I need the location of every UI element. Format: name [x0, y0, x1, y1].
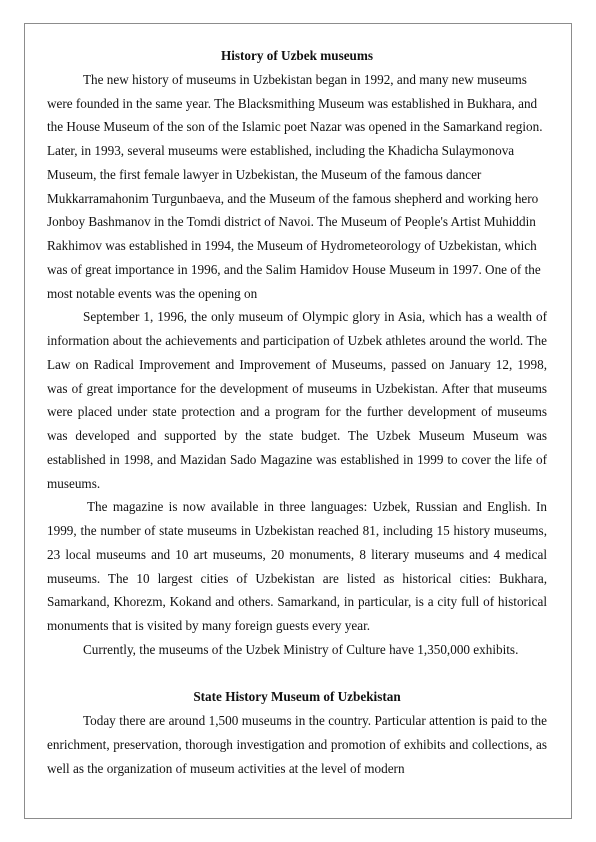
paragraph: Currently, the museums of the Uzbek Ministry of Culture have 1,350,000 exhibits. [83, 641, 519, 657]
document-title: History of Uzbek museums [220, 48, 374, 63]
paragraph: The magazine is now available in three languages: Uzbek, Russian and English. In 1999, the number of state museums in Uzbekistan reached 81, including 15 history museums, 23 local museums and 10 art museums, 20 monuments, 8 literary museums and 4 medical museums. The 10 largest cities of Uzbekistan are listed as historical cities: Bukhara, Samarkand, Khorezm, Kokand and others. Samarkand, in particular, is a city full of historical monuments that is visited by many foreign guests every year. [47, 499, 547, 633]
paragraph: September 1, 1996, the only museum of Olympic glory in Asia, which has a wealth of information about the achievements and participation of Uzbek athletes around the world. The Law on Radical Improvement and Improvement of Museums, passed on January 12, 1998, was of great importance for the development of museums in Uzbekistan. After that museums were placed under state protection and a program for the further development of museums was developed and supported by the state budget. The Uzbek Museum Museum was established in 1998, and Mazidan Sado Magazine was established in 1999 to cover the life of museums. [47, 309, 547, 491]
paragraph: Today there are around 1,500 museums in the country. Particular attention is paid to the enrichment, preservation, thorough investigation and promotion of exhibits and collections, as well as the organization of museum activities at the level of modern [47, 713, 547, 776]
paragraph: The new history of museums in Uzbekistan began in 1992, and many new museums were founded in the same year. The Blacksmithing Museum was established in Bukhara, and the House Museum of the son of the Islamic poet Nazar was opened in the Samarkand region. Later, in 1993, several museums were established, including the Khadicha Sulaymonova Museum, the first female lawyer in Uzbekistan, the Museum of the famous dancer Mukkarramahonim Turgunbaeva, and the Museum of the famous shepherd and working hero Jonboy Bashmanov in the Tomdi district of Navoi. The Museum of People's Artist Muhiddin Rakhimov was established in 1994, the Museum of Hydrometeorology of Uzbekistan, which was of great importance in 1996, and the Salim Hamidov House Museum in 1997. One of the most notable events was the opening on [47, 71, 543, 301]
document-body [47, 44, 547, 780]
blank-line [47, 662, 547, 686]
section-title: State History Museum of Uzbekistan [193, 689, 401, 705]
